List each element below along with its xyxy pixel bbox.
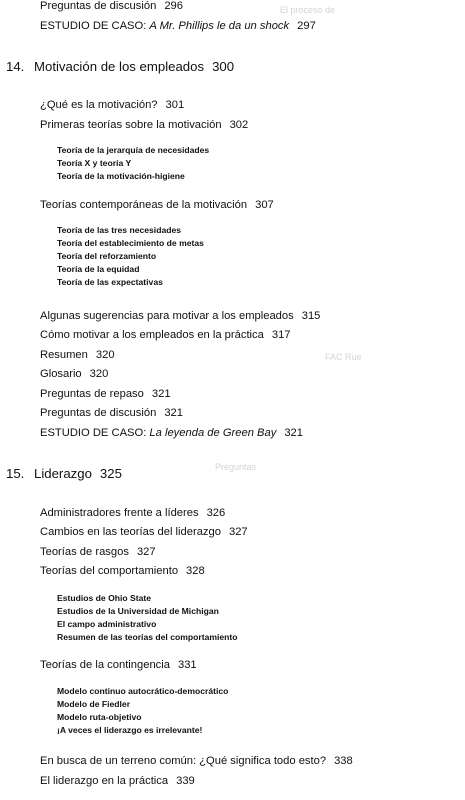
toc-entry[interactable]: [40, 99, 184, 111]
chapter-heading[interactable]: [6, 59, 234, 74]
entry-title: Algunas sugerencias para motivar a los empleados: [40, 310, 294, 322]
page-number: 326: [206, 507, 226, 519]
toc-entry[interactable]: [40, 775, 195, 787]
page-number: 327: [136, 546, 156, 558]
toc-subentry[interactable]: Teoría de la motivación-higiene: [57, 171, 185, 181]
toc-subentry[interactable]: Resumen de las teorías del comportamiento: [57, 632, 238, 642]
entry-title: Administradores frente a líderes: [40, 507, 199, 519]
entry-title: Teorías del comportamiento: [40, 565, 179, 577]
page-number: 327: [228, 526, 248, 538]
entry-title: Resumen: [40, 349, 88, 361]
toc-subentry[interactable]: Teoría del reforzamiento: [57, 251, 157, 261]
toc-entry[interactable]: [40, 565, 205, 577]
bleed-through-text: Preguntas: [215, 462, 257, 472]
case-study-title: A Mr. Phillips le da un shock: [149, 20, 290, 32]
toc-subentry[interactable]: Modelo ruta-objetivo: [57, 712, 142, 722]
toc-entry[interactable]: [40, 507, 225, 519]
page-number: 339: [176, 775, 195, 787]
page-number: 331: [177, 659, 197, 671]
toc-entry[interactable]: [40, 368, 108, 380]
toc-subentry[interactable]: Teoría del establecimiento de metas: [57, 238, 204, 248]
toc-subentry[interactable]: Teoría de las expectativas: [57, 277, 163, 287]
toc-entry[interactable]: [40, 119, 248, 131]
toc-entry[interactable]: [40, 526, 248, 538]
toc-entry[interactable]: [40, 755, 353, 767]
page-number: 317: [271, 329, 291, 341]
entry-title: Preguntas de discusión: [40, 0, 157, 12]
toc-entry[interactable]: [40, 0, 183, 12]
bleed-through-text: El proceso de: [280, 5, 336, 15]
chapter-title: Motivación de los empleados: [34, 59, 205, 74]
page-number: 307: [255, 199, 274, 211]
entry-title: Preguntas de discusión: [40, 407, 157, 419]
toc-subentry[interactable]: Teoría de las tres necesidades: [57, 225, 182, 235]
chapter-number: 14.: [6, 59, 25, 74]
case-study-title: La leyenda de Green Bay: [149, 427, 277, 439]
toc-subentry[interactable]: Estudios de la Universidad de Michigan: [57, 606, 219, 616]
entry-title: Teorías contemporáneas de la motivación: [40, 199, 248, 211]
entry-title: Glosario: [40, 368, 82, 380]
toc-subentry[interactable]: Modelo de Fiedler: [57, 699, 131, 709]
entry-title: En busca de un terreno común: ¿Qué significa todo esto?: [40, 755, 327, 767]
toc-entry[interactable]: [40, 546, 156, 558]
toc-subentry[interactable]: Teoría de la jerarquía de necesidades: [57, 145, 210, 155]
entry-title: El liderazgo en la práctica: [40, 775, 169, 787]
entry-title: ¿Qué es la motivación?: [40, 99, 158, 111]
page-number: 320: [95, 349, 115, 361]
page-number: 300: [212, 59, 235, 74]
toc-entry[interactable]: [40, 388, 171, 400]
toc-subentry[interactable]: Modelo continuo autocrático-democrático: [57, 686, 229, 696]
toc-entry[interactable]: [40, 329, 291, 341]
case-study-label: ESTUDIO DE CASO:: [40, 427, 147, 439]
toc-subentry[interactable]: Teoría X y teoría Y: [57, 158, 132, 168]
entry-title: Teorías de rasgos: [40, 546, 129, 558]
toc-subentry[interactable]: Teoría de la equidad: [57, 264, 140, 274]
entry-title: Teorías de la contingencia: [40, 659, 170, 671]
chapter-heading[interactable]: [6, 466, 122, 481]
toc-subentry[interactable]: ¡A veces el liderazgo es irrelevante!: [57, 725, 203, 735]
chapter-title: Liderazgo: [34, 466, 92, 481]
entry-title: Primeras teorías sobre la motivación: [40, 119, 222, 131]
page-number: 296: [164, 0, 183, 12]
toc-subentry[interactable]: El campo administrativo: [57, 619, 157, 629]
bleed-through-text: FAC Rue: [325, 352, 362, 362]
toc-entry[interactable]: [40, 199, 274, 211]
page-number: 315: [301, 310, 321, 322]
page-number: 321: [284, 427, 303, 439]
toc-entry[interactable]: [40, 349, 115, 361]
entry-title: Cómo motivar a los empleados en la práctica: [40, 329, 264, 341]
toc-entry-case-study[interactable]: [40, 20, 316, 32]
page-number: 338: [334, 755, 353, 767]
page-number: 301: [165, 99, 185, 111]
page-number: 321: [151, 388, 171, 400]
entry-title: Cambios en las teorías del liderazgo: [40, 526, 221, 538]
page-number: 320: [89, 368, 109, 380]
toc-entry[interactable]: [40, 407, 183, 419]
page-number: 321: [164, 407, 183, 419]
chapter-number: 15.: [6, 466, 25, 481]
page-number: 325: [99, 466, 122, 481]
page-number: 302: [229, 119, 249, 131]
toc-entry-case-study[interactable]: [40, 427, 303, 439]
toc-entry[interactable]: [40, 310, 320, 322]
case-study-label: ESTUDIO DE CASO:: [40, 20, 147, 32]
page-number: 328: [186, 565, 205, 577]
entry-title: Preguntas de repaso: [40, 388, 144, 400]
toc-entry[interactable]: [40, 659, 197, 671]
toc-subentry[interactable]: Estudios de Ohio State: [57, 593, 152, 603]
page-number: 297: [297, 20, 316, 32]
